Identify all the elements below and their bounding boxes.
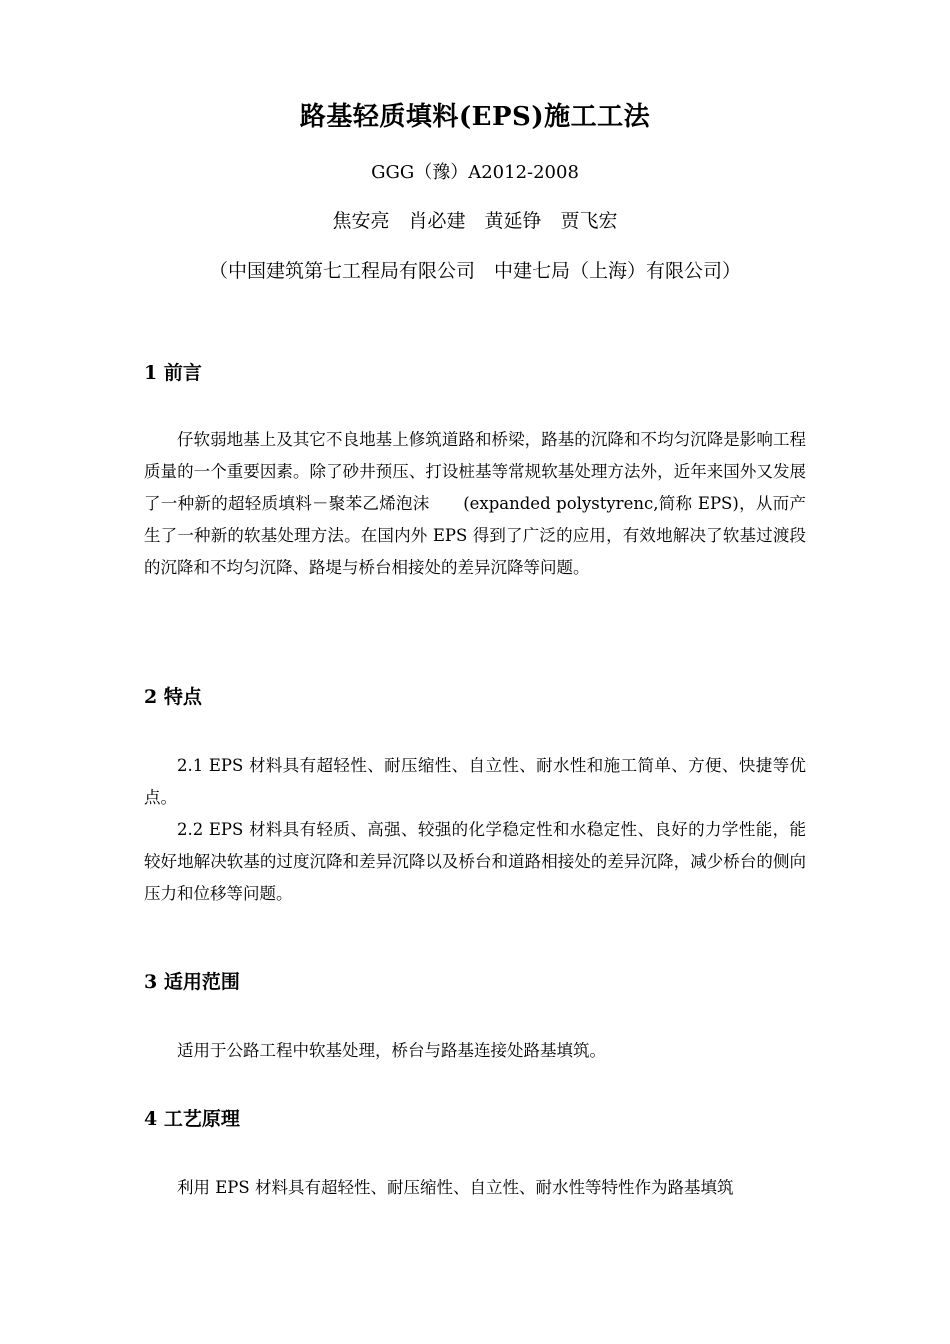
section-2-paragraph-1: 2.1 EPS 材料具有超轻性、耐压缩性、自立性、耐水性和施工简单、方便、快捷等优点。 xyxy=(144,756,806,807)
section-heading-3: 3 适用范围 xyxy=(144,971,240,993)
standard-code: GGG（豫）A2012-2008 xyxy=(371,162,579,183)
section-2-paragraph-2: 2.2 EPS 材料具有轻质、高强、较强的化学稳定性和水稳定性、良好的力学性能，能较好地解决软基的过度沉降和差异沉降以及桥台和道路相接处的差异沉降，减少桥台的侧向压力和位移等问题。 xyxy=(144,820,806,903)
authors-line: 焦安亮 肖必建 黄延铮 贾飞宏 xyxy=(332,210,618,232)
affiliation-line: （中国建筑第七工程局有限公司 中建七局（上海）有限公司） xyxy=(208,260,741,282)
section-heading-4: 4 工艺原理 xyxy=(144,1108,240,1130)
document-title: 路基轻质填料(EPS)施工工法 xyxy=(299,102,651,132)
section-1-paragraph-1: 仔软弱地基上及其它不良地基上修筑道路和桥梁，路基的沉降和不均匀沉降是影响工程质量的一个重要因素。除了砂井预压、打设桩基等常规软基处理方法外，近年来国外又发展了一种新的超轻质填料－聚苯乙烯泡沫 (expanded polystyrenc,简称 EPS)，从而产生了一种新的软基处理方法。在国内外 EPS 得到了广泛的应用，有效地解决了软基过渡段的沉降和不均匀沉降、路堤与桥台相接处的差异沉降等问题。 xyxy=(144,430,806,577)
section-4-paragraph-1: 利用 EPS 材料具有超轻性、耐压缩性、自立性、耐水性等特性作为路基填筑 xyxy=(177,1178,734,1197)
section-heading-2: 2 特点 xyxy=(144,686,202,708)
section-heading-1: 1 前言 xyxy=(144,362,202,384)
section-3-paragraph-1: 适用于公路工程中软基处理，桥台与路基连接处路基填筑。 xyxy=(177,1041,606,1060)
